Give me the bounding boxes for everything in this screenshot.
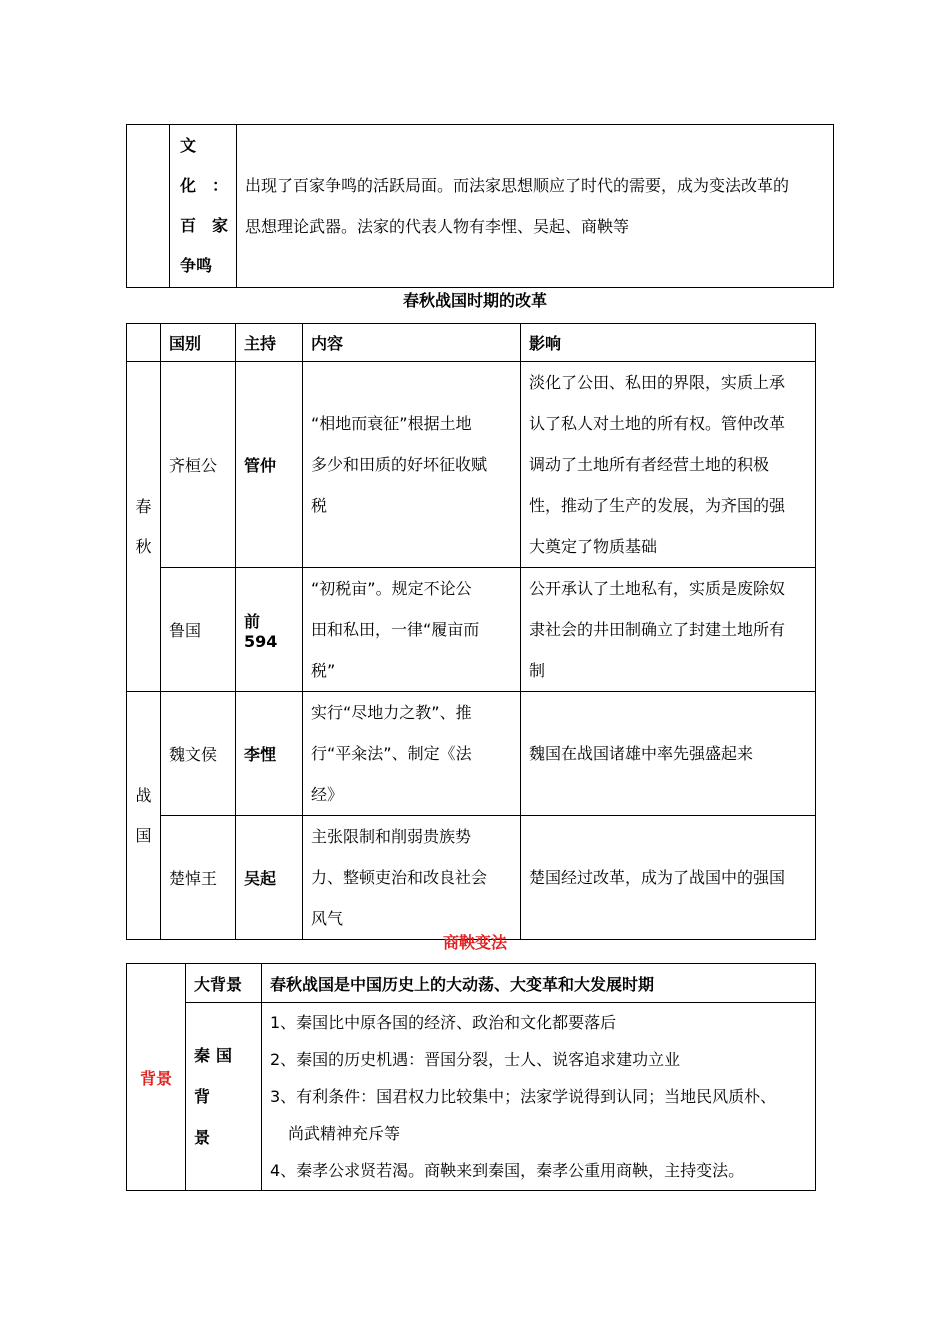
state-cell: 鲁国 (161, 568, 236, 692)
list-item: 2、秦国的历史机遇：晋国分裂，士人、说客追求建功立业 (270, 1050, 681, 1069)
header-row (127, 324, 816, 362)
period-char: 春 (135, 496, 152, 516)
blank-cell (127, 125, 170, 288)
table-row (127, 362, 816, 568)
content-line: 田和私田，一律“履亩而 (311, 620, 480, 639)
category-line: 文 (180, 136, 197, 155)
host-cell: 前 594 (236, 568, 303, 692)
header-impact: 影响 (521, 324, 816, 362)
impact-cell (521, 816, 816, 940)
impact-line: 调动了土地所有者经营土地的积极 (529, 455, 770, 474)
content-line: 实行“尽地力之教”、推 (311, 703, 472, 722)
content-line: 行“平籴法”、制定《法 (311, 744, 472, 763)
impact-line: 认了私人对土地的所有权。管仲改革 (529, 414, 786, 433)
content-line: 税” (311, 661, 336, 680)
reform-table (126, 323, 816, 940)
content-line: 风气 (311, 909, 344, 928)
content-line: 思想理论武器。法家的代表人物有李悝、吴起、商鞅等 (245, 217, 630, 236)
host-cell: 李悝 (236, 692, 303, 816)
state-cell: 楚悼王 (161, 816, 236, 940)
header-content: 内容 (303, 324, 521, 362)
category-line: 化 ： (180, 176, 229, 195)
period-char: 国 (135, 825, 152, 845)
content-line: 出现了百家争鸣的活跃局面。而法家思想顺应了时代的需要，成为变法改革的 (245, 176, 790, 195)
impact-line: 公开承认了土地私有，实质是废除奴 (529, 579, 786, 598)
content-line: 主张限制和削弱贵族势 (311, 827, 472, 846)
shang-yang-table (126, 963, 816, 1191)
impact-line: 楚国经过改革，成为了战国中的强国 (529, 868, 786, 887)
impact-cell (521, 362, 816, 568)
period-char: 战 (135, 785, 152, 805)
culture-category (170, 125, 237, 288)
content-cell (303, 568, 521, 692)
reform-table-caption: 春秋战国时期的改革 (402, 291, 547, 310)
impact-line: 淡化了公田、私田的界限，实质上承 (529, 373, 786, 392)
header-host: 主持 (236, 324, 303, 362)
content-line: 经》 (311, 785, 344, 804)
qin-label-line: 景 (194, 1128, 211, 1147)
impact-cell (521, 692, 816, 816)
table-row (127, 568, 816, 692)
impact-line: 性，推动了生产的发展，为齐国的强 (529, 496, 786, 515)
impact-cell (521, 568, 816, 692)
header-state: 国别 (161, 324, 236, 362)
culture-table (126, 124, 834, 288)
impact-line: 魏国在战国诸雄中率先强盛起来 (529, 744, 754, 763)
qin-background-items (262, 1003, 816, 1191)
impact-line: 隶社会的井田制确立了封建土地所有 (529, 620, 786, 639)
impact-line: 大奠定了物质基础 (529, 537, 658, 556)
content-line: 多少和田质的好坏征收赋 (311, 455, 488, 474)
list-item: 尚武精神充斥等 (288, 1124, 401, 1143)
content-line: 力、整顿吏治和改良社会 (311, 868, 488, 887)
blank-header (127, 324, 161, 362)
content-line: “初税亩”。规定不论公 (311, 579, 472, 598)
host-cell: 管仲 (236, 362, 303, 568)
qin-label-line: 秦国背 (194, 1046, 239, 1106)
big-background-label: 大背景 (186, 964, 262, 1003)
table-row (127, 692, 816, 816)
category-line: 百 家 (180, 216, 229, 235)
category-line: 争鸣 (180, 256, 213, 275)
list-item: 4、秦孝公求贤若渴。商鞅来到秦国，秦孝公重用商鞅，主持变法。 (270, 1161, 745, 1180)
background-section-label: 背景 (127, 964, 186, 1191)
state-cell: 齐桓公 (161, 362, 236, 568)
content-cell (303, 362, 521, 568)
qin-background-label (186, 1003, 262, 1191)
content-line: 税 (311, 496, 328, 515)
host-cell: 吴起 (236, 816, 303, 940)
table-row (127, 816, 816, 940)
shang-yang-caption: 商鞅变法 (442, 933, 507, 952)
content-line: “相地而衰征”根据土地 (311, 414, 472, 433)
state-cell: 魏文侯 (161, 692, 236, 816)
big-background-text: 春秋战国是中国历史上的大动荡、大变革和大发展时期 (262, 964, 816, 1003)
period-char: 秋 (135, 536, 152, 556)
culture-content (237, 125, 834, 288)
list-item: 1、秦国比中原各国的经济、政治和文化都要落后 (270, 1013, 617, 1032)
impact-line: 制 (529, 661, 546, 680)
content-cell (303, 816, 521, 940)
period-spring-autumn (127, 362, 161, 692)
list-item: 3、有利条件：国君权力比较集中；法家学说得到认同；当地民风质朴、 (270, 1087, 777, 1106)
content-cell (303, 692, 521, 816)
period-warring-states (127, 692, 161, 940)
